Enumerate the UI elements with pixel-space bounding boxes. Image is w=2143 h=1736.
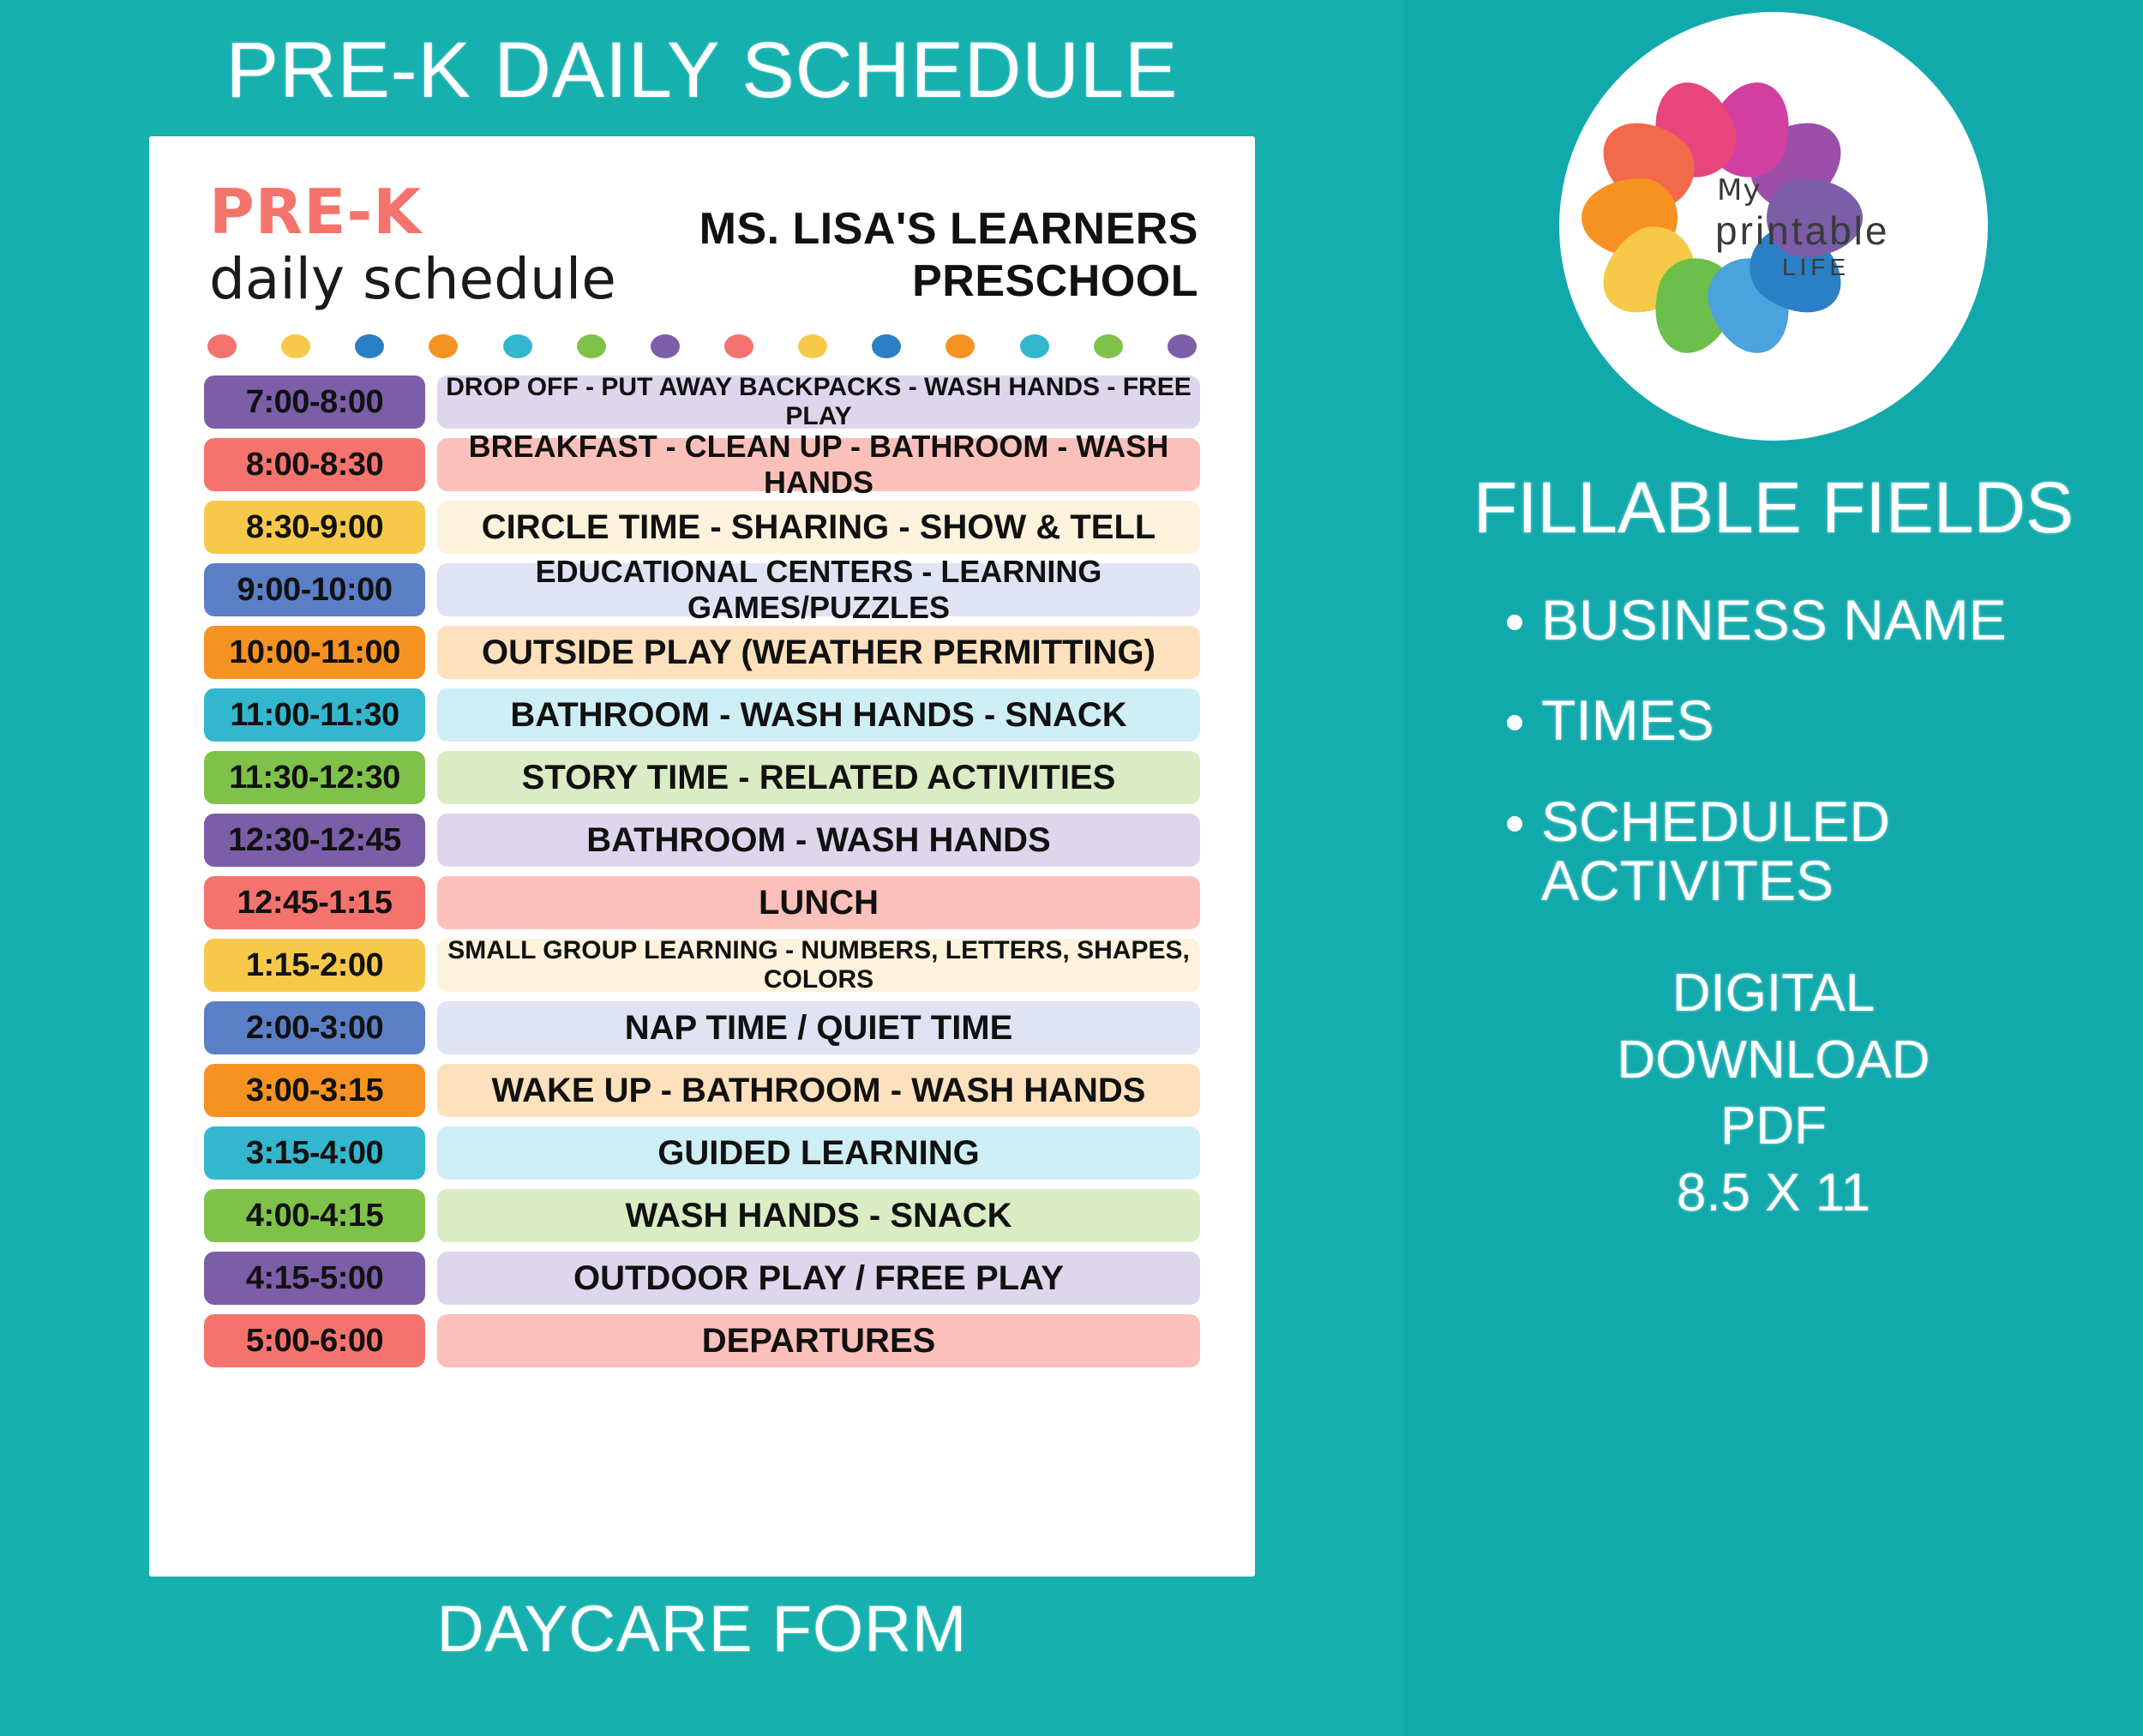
schedule-row [204,936,1200,994]
decorative-dot-row [207,334,1197,358]
bullet-dot-icon [1507,715,1522,730]
bullet-dot-icon [1507,816,1522,832]
schedule-rows [194,375,1210,1367]
brand-logo [1559,12,1988,441]
activity-field[interactable]: DEPARTURES [437,1314,1200,1367]
activity-field[interactable]: OUTDOOR PLAY / FREE PLAY [437,1252,1200,1305]
schedule-row [204,554,1200,626]
schedule-row [204,429,1200,501]
decorative-dot [281,334,310,358]
schedule-row [204,876,1200,929]
activity-field[interactable]: WAKE UP - BATHROOM - WASH HANDS [437,1064,1200,1117]
sheet-brand-daily: daily schedule [209,246,616,313]
decorative-dot [872,334,901,358]
time-field[interactable]: 7:00-8:00 [204,375,425,429]
decorative-dot [798,334,827,358]
decorative-dot [651,334,680,358]
logo-my-text: My [1717,173,1762,207]
fillable-fields-list [1404,588,2143,952]
fillable-fields-heading: FILLABLE FIELDS [1473,467,2074,548]
decorative-dot [724,334,753,358]
schedule-row [204,814,1200,867]
time-field[interactable]: 10:00-11:00 [204,626,425,679]
time-field[interactable]: 8:00-8:30 [204,438,425,491]
decorative-dot [1094,334,1123,358]
schedule-row [204,1189,1200,1242]
activity-field[interactable]: DROP OFF - PUT AWAY BACKPACKS - WASH HANDS - FREE PLAY [437,375,1200,429]
decorative-dot [1020,334,1049,358]
list-item-label: TIMES [1541,688,1714,753]
schedule-sheet [149,136,1255,1577]
digital-info-line: 8.5 X 11 [1676,1162,1871,1222]
time-field[interactable]: 4:15-5:00 [204,1252,425,1305]
time-field[interactable]: 9:00-10:00 [204,563,425,616]
schedule-row [204,1314,1200,1367]
schedule-row [204,688,1200,742]
activity-field[interactable]: WASH HANDS - SNACK [437,1189,1200,1242]
schedule-row [204,501,1200,554]
page-title: PRE-K DAILY SCHEDULE [225,27,1179,114]
activity-field[interactable]: CIRCLE TIME - SHARING - SHOW & TELL [437,501,1200,554]
sheet-brand-prek: PRE-K [209,176,423,248]
activity-field[interactable]: BATHROOM - WASH HANDS [437,814,1200,867]
activity-field[interactable]: GUIDED LEARNING [437,1126,1200,1180]
schedule-row [204,1252,1200,1305]
time-field[interactable]: 2:00-3:00 [204,1001,425,1054]
decorative-dot [945,334,975,358]
logo-printable-text: printable [1715,208,1890,253]
business-name-text: MS. LISA'S LEARNERS PRESCHOOL [699,204,1198,307]
digital-info-line: DOWNLOAD [1617,1030,1930,1090]
activity-field[interactable]: BREAKFAST - CLEAN UP - BATHROOM - WASH HANDS [437,438,1200,491]
time-field[interactable]: 11:30-12:30 [204,751,425,804]
list-item [1507,688,2143,753]
logo-flower-icon [1594,72,1954,381]
schedule-row [204,751,1200,804]
decorative-dot [503,334,532,358]
time-field[interactable]: 12:30-12:45 [204,814,425,867]
time-field[interactable]: 3:00-3:15 [204,1064,425,1117]
activity-field[interactable]: SMALL GROUP LEARNING - NUMBERS, LETTERS, SHAPES, COLORS [437,939,1200,992]
business-name-field[interactable] [650,183,1198,309]
activity-field[interactable]: STORY TIME - RELATED ACTIVITIES [437,751,1200,804]
decorative-dot [1168,334,1197,358]
decorative-dot [429,334,458,358]
decorative-dot [577,334,606,358]
time-field[interactable]: 11:00-11:30 [204,688,425,742]
time-field[interactable]: 4:00-4:15 [204,1189,425,1242]
list-item [1507,588,2143,652]
activity-field[interactable]: OUTSIDE PLAY (WEATHER PERMITTING) [437,626,1200,679]
activity-field[interactable]: LUNCH [437,876,1200,929]
list-item-label: BUSINESS NAME [1541,588,2007,652]
decorative-dot [207,334,237,358]
digital-download-info [1617,960,1930,1226]
schedule-row [204,1064,1200,1117]
schedule-row [204,1001,1200,1054]
time-field[interactable]: 3:15-4:00 [204,1126,425,1180]
schedule-row [204,626,1200,679]
activity-field[interactable]: BATHROOM - WASH HANDS - SNACK [437,688,1200,742]
logo-wordmark [1715,173,1947,281]
sheet-header [194,174,1210,312]
sheet-brand [209,176,616,313]
time-field[interactable]: 5:00-6:00 [204,1314,425,1367]
list-item [1507,789,2143,912]
digital-info-line: DIGITAL [1672,964,1876,1024]
logo-life-text: LIFE [1782,254,1851,280]
footer-label: DAYCARE FORM [436,1593,968,1666]
right-panel [1404,0,2143,1736]
digital-info-line: PDF [1720,1096,1827,1156]
list-item-label: SCHEDULED ACTIVITES [1541,789,1891,912]
activity-field[interactable]: NAP TIME / QUIET TIME [437,1001,1200,1054]
time-field[interactable]: 12:45-1:15 [204,876,425,929]
activity-field[interactable]: EDUCATIONAL CENTERS - LEARNING GAMES/PUZZLES [437,563,1200,616]
bullet-dot-icon [1507,615,1522,630]
time-field[interactable]: 8:30-9:00 [204,501,425,554]
schedule-row [204,1126,1200,1180]
decorative-dot [355,334,384,358]
schedule-row [204,375,1200,429]
time-field[interactable]: 1:15-2:00 [204,939,425,992]
